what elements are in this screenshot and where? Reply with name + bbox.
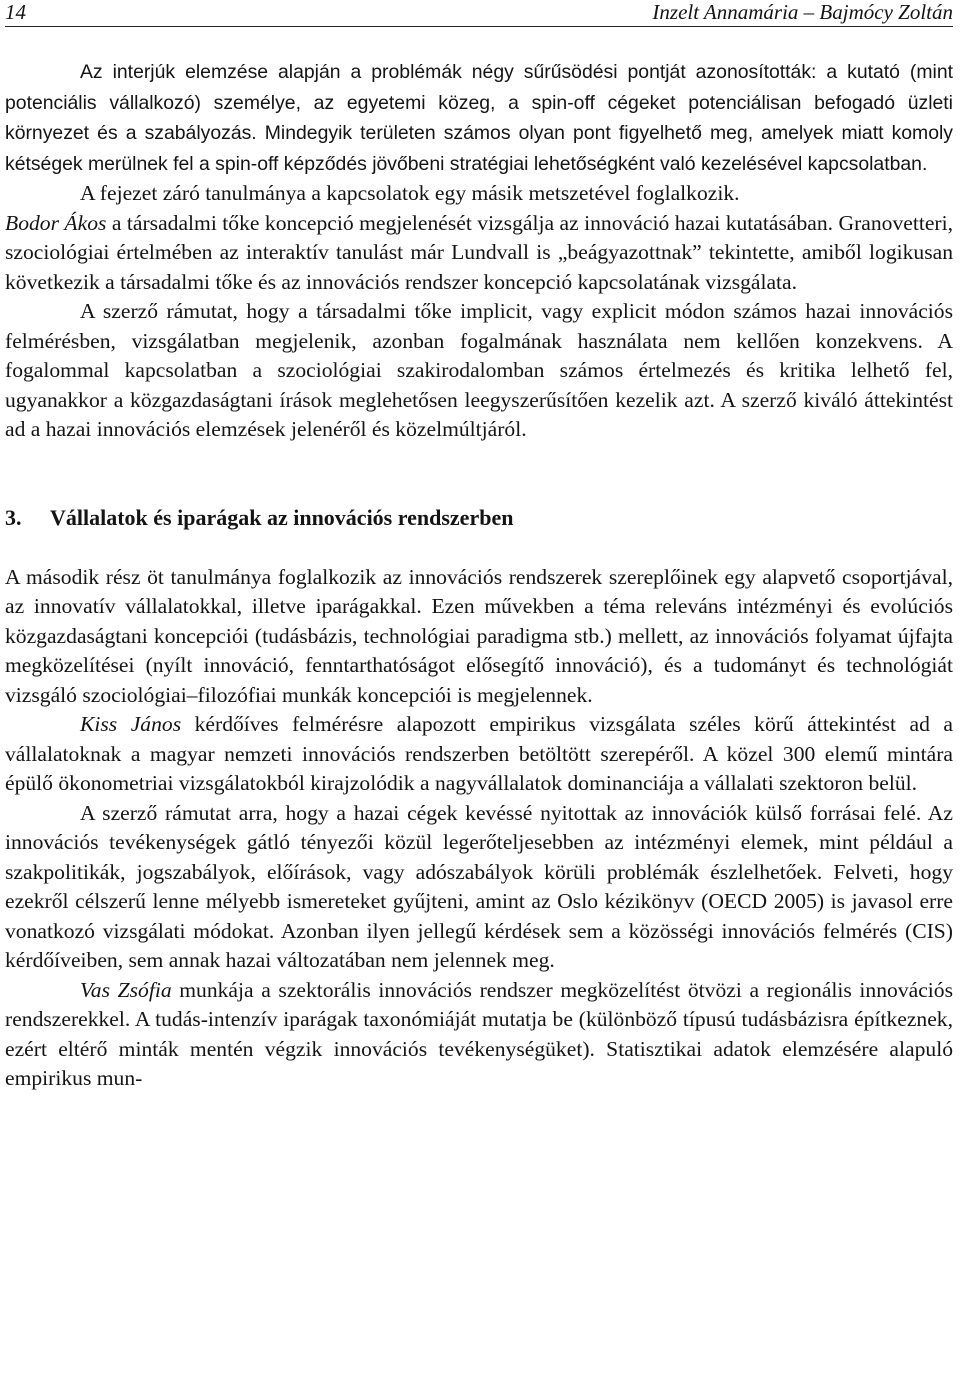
section-title: Vállalatok és iparágak az innovációs rendszerben [50,504,514,530]
intro-paragraph-spinoff [5,57,953,179]
author-name-bodor: Bodor Ákos [5,210,107,235]
header-authors: Inzelt Annamária – Bajmócy Zoltán [652,0,953,24]
intro-social-capital-text: A szerző rámutat, hogy a társadalmi tőke implicit, vagy explicit módon számos hazai innovációs felmérésben, vizsgálatban megjelenik, azonban fogalmának használata nem kellően konzekvens. A fogalommal kapcsolatban a szociológiai szakirodalomban számos értelmezés és kritika lelhető fel, ugyanakkor a közgazdaságtani írások meglehetősen leegyszerűsítően kezelik azt. A szerző kiváló áttekintést ad a hazai innovációs elemzések jelenéről és közelmúltjáról. [5,299,953,441]
intro-paragraph-bodor [5,209,953,298]
section-number: 3. [5,504,22,530]
section-paragraph-findings [5,799,953,976]
section-paragraph-vas [5,976,953,1094]
intro-paragraph-social-capital [5,297,953,445]
section-paragraph-kiss [5,710,953,799]
author-name-vas: Vas Zsófia [80,977,172,1002]
section-heading [5,503,953,533]
section-findings-text: A szerző rámutat arra, hogy a hazai cégek kevéssé nyitottak az innovációk külső forrásai felé. Az innovációs tevékenységek gátló tényezői közül legerőteljesebben az intézményi elemek, mint például a szakpolitikák, jogszabályok, előírások, vagy adószabályok körüli problémák észlelhetőek. Felveti, hogy ezekről célszerű lenne mélyebb ismereteket gyűjteni, amint az Oslo kézikönyv (OECD 2005) is javasol erre vonatkozó vizsgálati módokat. Azonban ilyen jellegű kérdések sem a közösségi innovációs felmérés (CIS) kérdőíveiben, sem annak hazai változatában nem jelennek meg. [5,800,953,972]
running-header [5,0,953,27]
section-kiss-text: kérdőíves felmérésre alapozott empirikus vizsgálata széles körű áttekintést ad a vállalatoknak a magyar nemzeti innovációs rendszerben betöltött szerepéről. A közel 300 elemű mintára épülő ökonometriai vizsgálatokból kirajzolódik a nagyvállalatok dominanciája a vállalati szektoron belül. [5,712,953,795]
section-vas-text: munkája a szektorális innovációs rendszer megközelítést ötvözi a regionális innovációs rendszerekkel. A tudás-intenzív iparágak taxonómiáját mutatja be (különböző típusú tudásbázisra építkeznek, ezért eltérő minták mentén végzik innovációs tevékenységüket). Statisztikai adatok elemzésére alapuló empirikus mun- [5,977,953,1090]
intro-paragraph-closing-study [5,179,953,209]
intro-sans-text: Az interjúk elemzése alapján a problémák négy sűrűsödési pontját azonosították: a kutató (mint potenciális vállalkozó) személye, az egyetemi közeg, a spin-off cégeket potenciálisan befogadó üzleti környezet és a szabályozás. Mindegyik területen számos olyan pont figyelhető meg, amelyek miatt komoly kétségek merülnek fel a spin-off képződés jövőbeni stratégiai lehetőségként való kezelésével kapcsolatban. [5,61,953,175]
intro-closing-study-text: A fejezet záró tanulmánya a kapcsolatok egy másik metszetével foglalkozik. [80,181,740,205]
author-name-kiss: Kiss János [80,712,182,736]
section-paragraph-overview [5,563,953,711]
document-page [5,0,953,1094]
section-overview-text: A második rész öt tanulmánya foglalkozik az innovációs rendszerek szereplőinek egy alapvető csoportjával, az innovatív vállalatokkal, illetve iparágakkal. Ezen művekben a téma releváns intézményi és evolúciós közgazdaságtani koncepciói (tudásbázis, technológiai paradigma stb.) mellett, az innovációs folyamat újfajta megközelítései (nyílt innováció, fenntarthatóságot elősegítő innováció), és a tudományt és technológiát vizsgáló szociológiai–filozófiai munkák koncepciói is megjelennek. [5,564,953,707]
page-number: 14 [5,0,26,24]
intro-bodor-text: a társadalmi tőke koncepció megjelenését vizsgálja az innováció hazai kutatásában. Granovetteri, szociológiai értelmében az interaktív tanulást már Lundvall is „beágyazottnak” tekintette, amiből logikusan következik a társadalmi tőke és az innovációs rendszer koncepció kapcsolatának vizsgálata. [5,210,954,294]
